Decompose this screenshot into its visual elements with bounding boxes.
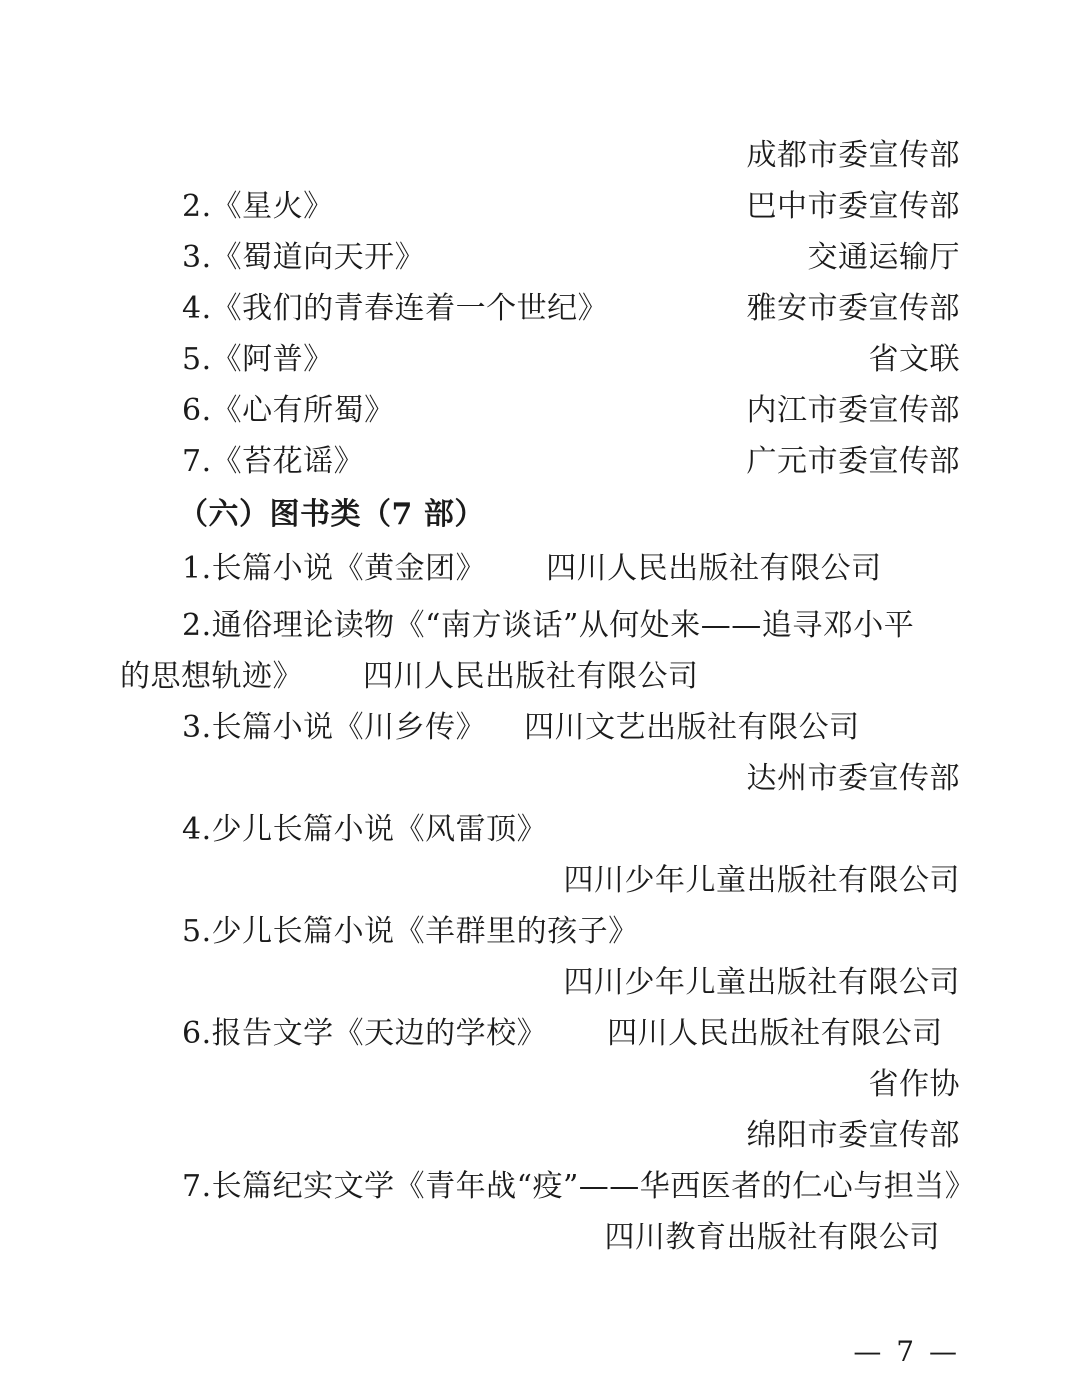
list-item xyxy=(120,385,960,436)
book-publisher: 四川人民出版社有限公司 xyxy=(363,659,699,694)
entry-issuer: 省文联 xyxy=(868,342,960,377)
book-publisher: 四川文艺出版社有限公司 xyxy=(524,710,860,745)
list-item xyxy=(120,232,960,283)
entry-title: 4.《我们的青春连着一个世纪》 xyxy=(182,291,609,326)
book-title: 3.长篇小说《川乡传》 xyxy=(182,710,487,745)
list-item xyxy=(120,334,960,385)
book-title: 5.少儿长篇小说《羊群里的孩子》 xyxy=(182,914,639,949)
entry-title: 7.《苔花谣》 xyxy=(182,444,365,479)
book-title: 2.通俗理论读物《“南方谈话”从何处来——追寻邓小平 xyxy=(182,608,915,643)
book-title-cont: 的思想轨迹》 xyxy=(120,659,303,694)
book-title: 6.报告文学《天边的学校》 xyxy=(182,1016,548,1051)
entry-issuer: 巴中市委宣传部 xyxy=(746,189,960,224)
book-publisher: 四川少年儿童出版社有限公司 xyxy=(563,965,960,1000)
list-item xyxy=(120,181,960,232)
entry-issuer: 雅安市委宣传部 xyxy=(746,291,960,326)
book-title: 7.长篇纪实文学《青年战“疫”——华西医者的仁心与担当》 xyxy=(182,1169,976,1204)
top-issuer-line xyxy=(120,130,960,181)
book-publisher: 四川人民出版社有限公司 xyxy=(607,1016,943,1051)
entry-issuer: 内江市委宣传部 xyxy=(746,393,960,428)
entry-title: 5.《阿普》 xyxy=(182,342,334,377)
book-publisher-extra2: 绵阳市委宣传部 xyxy=(746,1118,960,1153)
list-item xyxy=(120,651,960,702)
book-publisher-extra: 达州市委宣传部 xyxy=(746,761,960,796)
list-item xyxy=(120,543,960,594)
entry-issuer: 广元市委宣传部 xyxy=(746,444,960,479)
list-item xyxy=(120,1008,960,1059)
list-item xyxy=(120,283,960,334)
entry-title: 2.《星火》 xyxy=(182,189,334,224)
entry-issuer: 交通运输厅 xyxy=(807,240,960,275)
book-title: 4.少儿长篇小说《风雷顶》 xyxy=(182,812,548,847)
entry-title: 3.《蜀道向天开》 xyxy=(182,240,426,275)
book-publisher: 四川少年儿童出版社有限公司 xyxy=(563,863,960,898)
list-item xyxy=(120,702,960,753)
book-publisher-extra: 省作协 xyxy=(868,1067,960,1102)
book-title: 1.长篇小说《黄金团》 xyxy=(182,551,487,586)
book-publisher: 四川人民出版社有限公司 xyxy=(546,551,882,586)
list-item xyxy=(120,436,960,487)
page-number: — 7 — xyxy=(853,1335,960,1368)
section-heading: （六）图书类（7 部） xyxy=(178,497,485,532)
issuer-text: 成都市委宣传部 xyxy=(746,138,960,173)
book-publisher: 四川教育出版社有限公司 xyxy=(604,1220,940,1255)
entry-title: 6.《心有所蜀》 xyxy=(182,393,395,428)
